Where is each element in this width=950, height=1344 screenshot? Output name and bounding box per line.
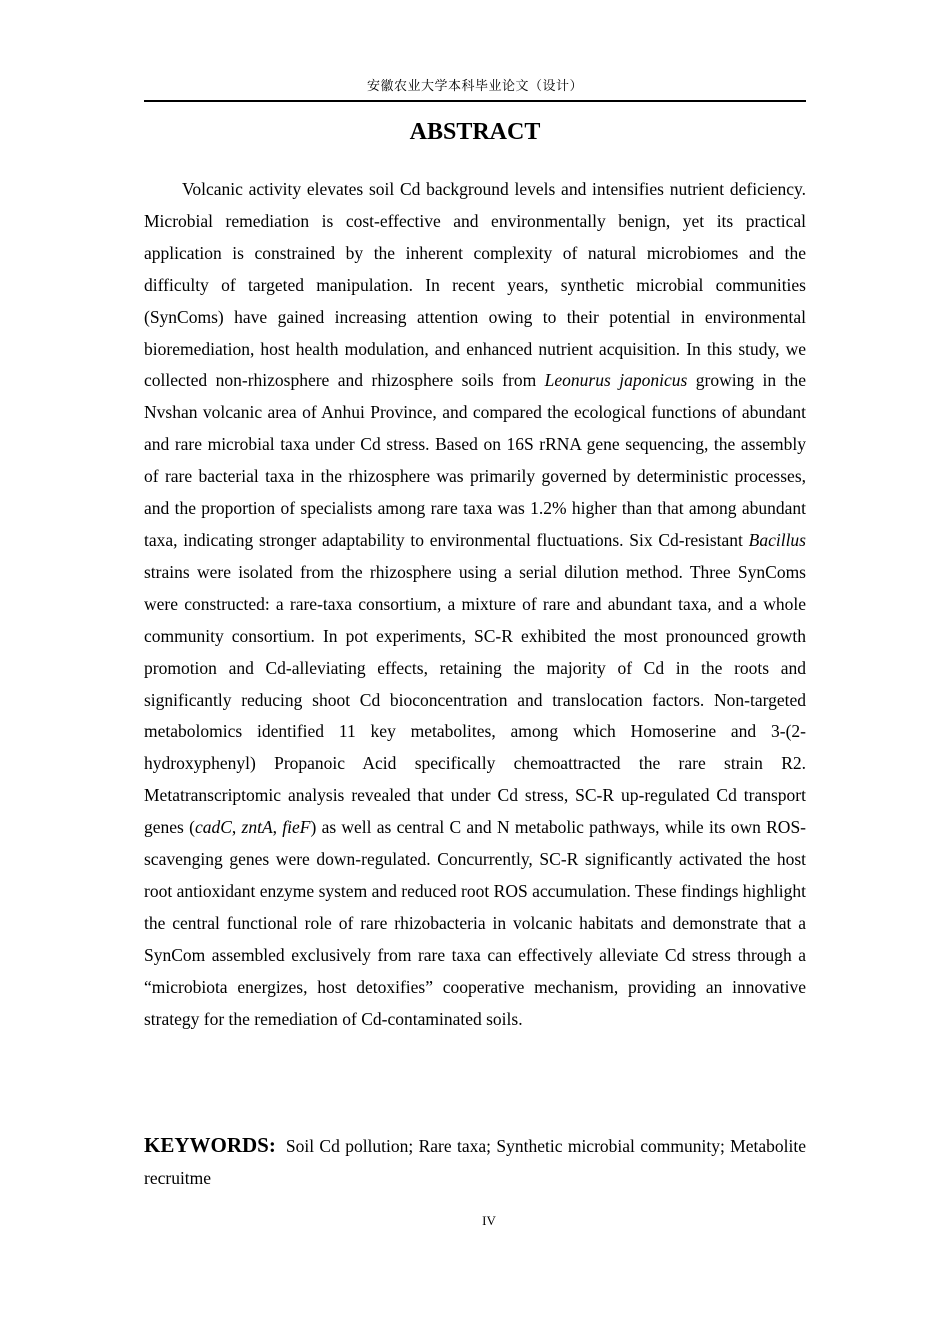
abstract-text-1: Volcanic activity elevates soil Cd background levels and intensifies nutrient deficiency. Microbial remediation is cost-effective and environmentally benign, yet its practical application is constrained by the inherent complexity of natural microbiomes and the difficulty of targeted manipulation. In recent years, synthetic microbial communities (SynComs) have gained increasing attention owing to their potential in environmental bioremediation, host health modulation, and enhanced nutrient acquisition. In this study, we collected non-rhizosphere and rhizosphere soils from <box>144 179 806 391</box>
header-divider <box>144 100 806 102</box>
gene-fief: fieF <box>282 817 311 838</box>
abstract-text-4: ) as well as central C and N metabolic pathways, while its own ROS-scavenging genes were down-regulated. Concurrently, SC-R significantly activated the host root antioxidant enzyme system and reduced root ROS accumulation. These findings highlight the central functional role of rare rhizobacteria in volcanic habitats and demonstrate that a SynCom assembled exclusively from rare taxa can effectively alleviate Cd stress through a “microbiota energizes, host detoxifies” cooperative mechanism, providing an innovative strategy for the remediation of Cd-contaminated soils. <box>144 817 807 1029</box>
running-header: 安徽农业大学本科毕业论文（设计） <box>366 79 583 94</box>
keywords-text: Soil Cd pollution; Rare taxa; Synthetic microbial community; Metabolite recruitme <box>144 1136 806 1188</box>
gene-znta: zntA <box>241 817 273 838</box>
page-title: ABSTRACT <box>409 119 541 145</box>
gene-separator: , <box>272 817 283 838</box>
abstract-paragraph <box>144 174 806 1035</box>
gene-cadc: cadC <box>194 817 232 838</box>
genus-name: Bacillus <box>748 529 806 550</box>
keywords-label: KEYWORDS: <box>144 1133 276 1157</box>
gene-separator: , <box>231 817 242 838</box>
species-name: Leonurus japonicus <box>544 370 688 391</box>
keywords-line <box>144 1130 806 1195</box>
page-number: IV <box>482 1213 496 1228</box>
abstract-text-2: growing in the Nvshan volcanic area of Anhui Province, and compared the ecological functions of abundant and rare microbial taxa under Cd stress. Based on 16S rRNA gene sequencing, the assembly of rare bacterial taxa in the rhizosphere was primarily governed by deterministic processes, and the proportion of specialists among rare taxa was 1.2% higher than that among abundant taxa, indicating stronger adaptability to environmental fluctuations. Six Cd-resistant <box>144 370 806 550</box>
abstract-text-3: strains were isolated from the rhizosphere using a serial dilution method. Three SynComs were constructed: a rare-taxa consortium, a mixture of rare and abundant taxa, and a whole community consortium. In pot experiments, SC-R exhibited the most pronounced growth promotion and Cd-alleviating effects, retaining the majority of Cd in the roots and significantly reducing shoot Cd bioconcentration and translocation factors. Non-targeted metabolomics identified 11 key metabolites, among which Homoserine and 3-(2-hydroxyphenyl) Propanoic Acid specifically chemoattracted the rare strain R2. Metatranscriptomic analysis revealed that under Cd stress, SC-R up-regulated Cd transport genes ( <box>144 561 806 838</box>
